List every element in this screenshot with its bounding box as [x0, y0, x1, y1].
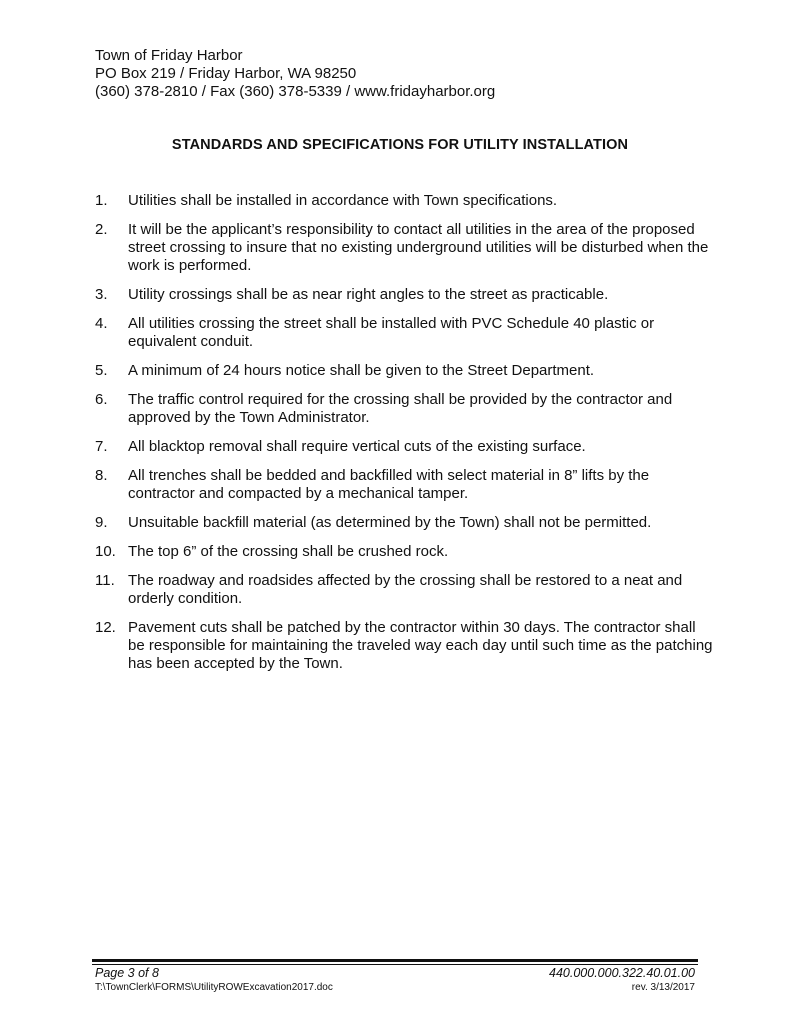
org-name: Town of Friday Harbor	[95, 47, 243, 64]
item-text: All blacktop removal shall require vertical cuts of the existing surface.	[128, 438, 586, 455]
list-item	[95, 391, 715, 427]
item-number: 2.	[95, 221, 108, 238]
item-text: It will be the applicant’s responsibility to contact all utilities in the area of the proposed street crossing to insure that no existing underground utilities will be disturbed when the work is performed.	[128, 221, 709, 274]
list-item	[95, 362, 715, 380]
item-number: 6.	[95, 391, 108, 408]
list-item	[95, 192, 715, 210]
item-number: 7.	[95, 438, 108, 455]
org-address: PO Box 219 / Friday Harbor, WA 98250	[95, 65, 357, 82]
revision-date: rev. 3/13/2017	[631, 982, 695, 993]
item-text: The roadway and roadsides affected by the crossing shall be restored to a neat and orderly condition.	[128, 572, 683, 607]
list-item	[95, 315, 715, 351]
item-text: Pavement cuts shall be patched by the contractor within 30 days. The contractor shall be responsible for maintaining the traveled way each day until such time as the patching has been accepted by the Town.	[128, 619, 713, 672]
standards-list	[95, 192, 715, 684]
item-number: 5.	[95, 362, 108, 379]
item-number: 11.	[95, 572, 115, 589]
item-number: 10.	[95, 543, 116, 560]
item-text: All utilities crossing the street shall be installed with PVC Schedule 40 plastic or equivalent conduit.	[128, 315, 655, 350]
item-number: 3.	[95, 286, 108, 303]
footer-divider	[92, 959, 698, 962]
list-item	[95, 572, 715, 608]
footer-divider-thin	[92, 964, 698, 965]
page-number: Page 3 of 8	[95, 966, 159, 980]
list-item	[95, 619, 715, 673]
item-number: 8.	[95, 467, 108, 484]
list-item	[95, 543, 715, 561]
list-item	[95, 514, 715, 532]
list-item	[95, 286, 715, 304]
item-number: 9.	[95, 514, 108, 531]
org-contact: (360) 378-2810 / Fax (360) 378-5339 / www.fridayharbor.org	[95, 83, 496, 100]
item-number: 4.	[95, 315, 108, 332]
file-path: T:\TownClerk\FORMS\UtilityROWExcavation2017.doc	[95, 982, 333, 993]
item-text: Utility crossings shall be as near right angles to the street as practicable.	[128, 286, 609, 303]
item-number: 12.	[95, 619, 116, 636]
item-text: The traffic control required for the crossing shall be provided by the contractor and approved by the Town Administrator.	[128, 391, 673, 426]
list-item	[95, 438, 715, 456]
item-number: 1.	[95, 192, 108, 209]
item-text: Utilities shall be installed in accordance with Town specifications.	[128, 192, 558, 209]
list-item	[95, 221, 715, 275]
item-text: All trenches shall be bedded and backfilled with select material in 8” lifts by the contractor and compacted by a mechanical tamper.	[128, 467, 650, 502]
item-text: A minimum of 24 hours notice shall be given to the Street Department.	[128, 362, 595, 379]
document-code: 440.000.000.322.40.01.00	[549, 966, 695, 980]
letterhead	[95, 47, 495, 101]
item-text: Unsuitable backfill material (as determined by the Town) shall not be permitted.	[128, 514, 652, 531]
item-text: The top 6” of the crossing shall be crushed rock.	[128, 543, 449, 560]
document-title: STANDARDS AND SPECIFICATIONS FOR UTILITY INSTALLATION	[171, 137, 629, 153]
list-item	[95, 467, 715, 503]
